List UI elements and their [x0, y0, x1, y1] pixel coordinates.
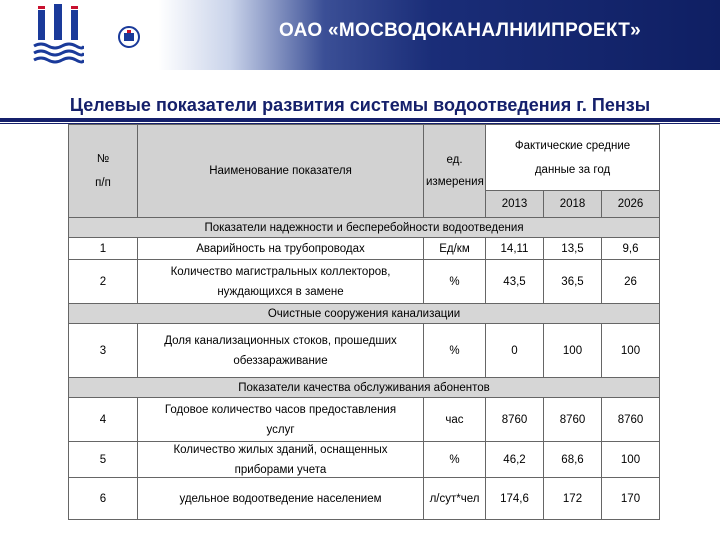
indicator-name-line: приборами учета: [234, 463, 327, 476]
unit-cell: %: [424, 324, 486, 378]
indicator-name-line: услуг: [266, 423, 295, 436]
indicator-name-line: удельное водоотведение населением: [179, 492, 382, 505]
value-2018: 172: [544, 478, 602, 520]
value-2026: 170: [602, 478, 660, 520]
indicator-name: [138, 442, 424, 478]
row-number: 2: [69, 260, 138, 304]
table-row: [69, 478, 660, 520]
row-number: 6: [69, 478, 138, 520]
indicator-name-line: Аварийность на трубопроводах: [196, 242, 365, 255]
section-row: [69, 304, 660, 324]
value-2013: 14,11: [486, 238, 544, 260]
header-number: № п/п: [69, 125, 138, 218]
value-2013: 174,6: [486, 478, 544, 520]
header-year-2013: 2013: [486, 191, 544, 218]
value-2013: 46,2: [486, 442, 544, 478]
row-number: 5: [69, 442, 138, 478]
section-title: Очистные сооружения канализации: [69, 304, 660, 324]
value-2026: 100: [602, 442, 660, 478]
value-2013: 8760: [486, 398, 544, 442]
value-2013: 0: [486, 324, 544, 378]
value-2018: 100: [544, 324, 602, 378]
table-row: [69, 260, 660, 304]
header-unit: ед. измерения: [424, 125, 486, 218]
row-number: 4: [69, 398, 138, 442]
value-2018: 68,6: [544, 442, 602, 478]
page-title: Целевые показатели развития системы водоотведения г. Пензы: [69, 95, 651, 115]
header-year-2018: 2018: [544, 191, 602, 218]
indicator-name-line: Количество жилых зданий, оснащенных: [173, 443, 388, 456]
row-number: 3: [69, 324, 138, 378]
unit-cell: %: [424, 260, 486, 304]
indicator-name: [138, 260, 424, 304]
waves-tower-logo-icon: [32, 4, 84, 66]
section-title: Показатели надежности и бесперебойности водоотведения: [69, 218, 660, 238]
section-row: [69, 378, 660, 398]
indicator-name: [138, 478, 424, 520]
indicator-name-line: Доля канализационных стоков, прошедших: [164, 334, 397, 347]
unit-cell: час: [424, 398, 486, 442]
value-2026: 9,6: [602, 238, 660, 260]
table-row: [69, 238, 660, 260]
row-number: 1: [69, 238, 138, 260]
value-2026: 100: [602, 324, 660, 378]
indicator-name: [138, 238, 424, 260]
title-divider: [0, 118, 720, 122]
indicator-name-line: Количество магистральных коллекторов,: [170, 265, 391, 278]
indicator-name-line: Годовое количество часов предоставления: [164, 403, 397, 416]
header-banner: [0, 0, 720, 70]
indicator-name: [138, 398, 424, 442]
value-2026: 26: [602, 260, 660, 304]
value-2013: 43,5: [486, 260, 544, 304]
header-name: Наименование показателя: [138, 125, 424, 218]
emblem-icon: [118, 26, 140, 48]
table-row: [69, 324, 660, 378]
unit-cell: Ед/км: [424, 238, 486, 260]
indicator-name-line: обеззараживание: [233, 354, 328, 367]
header-actual: Фактические средние данные за год: [486, 125, 660, 191]
table-row: [69, 398, 660, 442]
unit-cell: л/сут*чел: [424, 478, 486, 520]
section-title: Показатели качества обслуживания абонентов: [69, 378, 660, 398]
section-row: [69, 218, 660, 238]
indicator-name: [138, 324, 424, 378]
table-row: [69, 442, 660, 478]
value-2018: 36,5: [544, 260, 602, 304]
header-year-2026: 2026: [602, 191, 660, 218]
value-2018: 8760: [544, 398, 602, 442]
value-2026: 8760: [602, 398, 660, 442]
company-title: ОАО «МОСВОДОКАНАЛНИИПРОЕКТ»: [278, 20, 642, 41]
value-2018: 13,5: [544, 238, 602, 260]
indicator-name-line: нуждающихся в замене: [217, 285, 344, 298]
unit-cell: %: [424, 442, 486, 478]
indicators-table: [68, 124, 660, 520]
